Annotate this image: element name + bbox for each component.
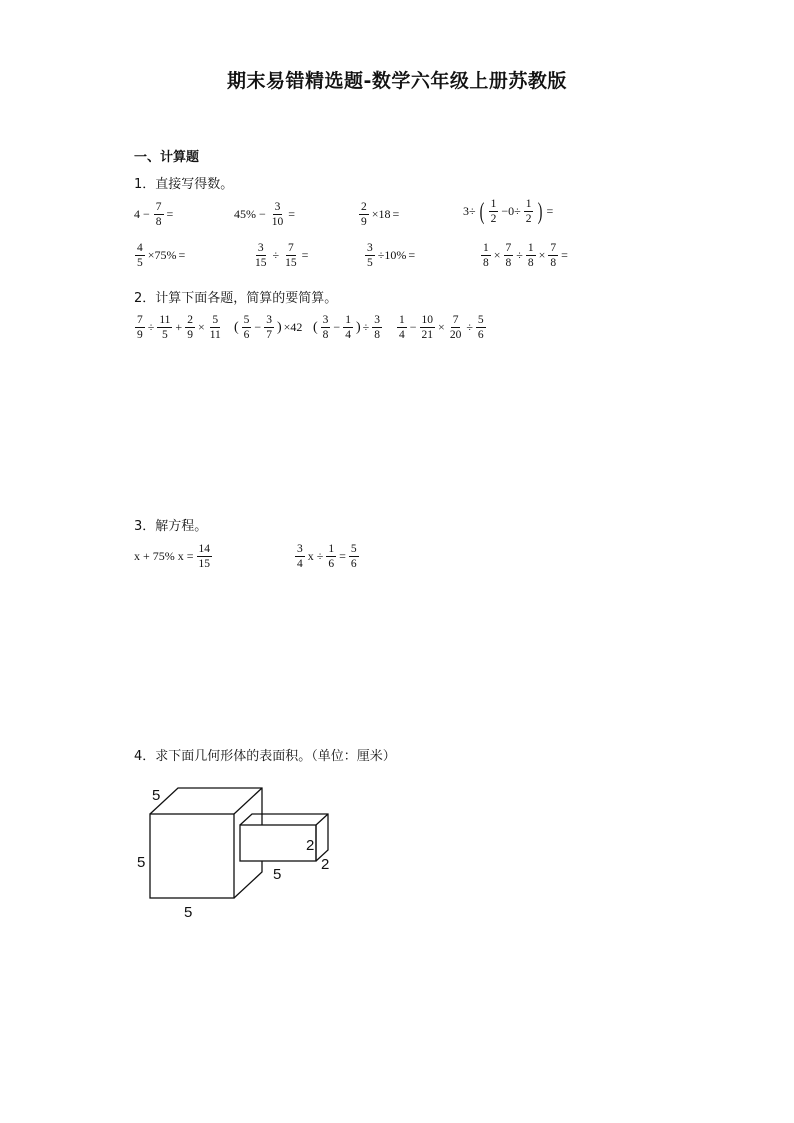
prism-edge: [316, 814, 328, 825]
section-heading: 一、计算题: [134, 150, 200, 165]
q1-label: 1．直接写得数。: [134, 177, 234, 192]
label-cube-top: 5: [152, 787, 161, 804]
label-cube-bottom: 5: [184, 904, 193, 921]
q3-equation-2: $\frac{3}{4}$ x ÷ $\frac{1}{6}$ = $\frac{5}{6}$: [297, 543, 357, 570]
label-prism-depth: 2: [321, 856, 330, 873]
q1-item-4: 3÷ ( $\frac{1}{2}$ −0÷ $\frac{1}{2}$ ) =: [463, 198, 554, 225]
prism-front-face: [240, 825, 316, 861]
q2-expr-2: ( $\frac{5}{6}$ − $\frac{3}{7}$ ) ×42: [234, 314, 303, 341]
q1-item-1: 4 − $\frac{7}{8}$ =: [134, 201, 174, 228]
geometry-figure: [130, 780, 350, 925]
q3-equation-1: x + 75% x = $\frac{14}{15}$: [134, 543, 211, 570]
q3-label: 3．解方程。: [134, 519, 208, 534]
cube-front-face: [150, 814, 234, 898]
q1-item-2: 45% − $\frac{3}{10}$ =: [234, 201, 296, 228]
q2-expr-3: ( $\frac{3}{8}$ − $\frac{1}{4}$ ) ÷ $\frac{3}{8}$: [313, 314, 380, 341]
q4-label: 4．求下面几何形体的表面积。（单位：厘米）: [134, 749, 396, 764]
label-prism-height: 2: [306, 837, 315, 854]
label-prism-length: 5: [273, 866, 282, 883]
q1-item-6: $\frac{3}{15}$ ÷ $\frac{7}{15}$ =: [255, 242, 309, 269]
q2-label: 2．计算下面各题，简算的要简算。: [134, 291, 338, 306]
cube-edge: [234, 788, 262, 814]
q1-item-8: $\frac{1}{8}$ × $\frac{7}{8}$ ÷ $\frac{1}{8}$ × $\frac{7}{8}$ =: [483, 242, 568, 269]
page-title: 期末易错精选题-数学六年级上册苏教版: [227, 70, 567, 92]
q2-expr-1: $\frac{7}{9}$ ÷ $\frac{11}{5}$ + $\frac{2}{9}$ × $\frac{5}{11}$: [137, 314, 221, 341]
label-cube-left: 5: [137, 854, 146, 871]
q1-item-7: $\frac{3}{5}$ ÷10% =: [367, 242, 416, 269]
q1-item-5: $\frac{4}{5}$ ×75% =: [137, 242, 186, 269]
q2-expr-4: $\frac{1}{4}$ − $\frac{10}{21}$ × $\frac{7}{20}$ ÷ $\frac{5}{6}$: [399, 314, 484, 341]
q1-item-3: $\frac{2}{9}$ ×18 =: [361, 201, 400, 228]
